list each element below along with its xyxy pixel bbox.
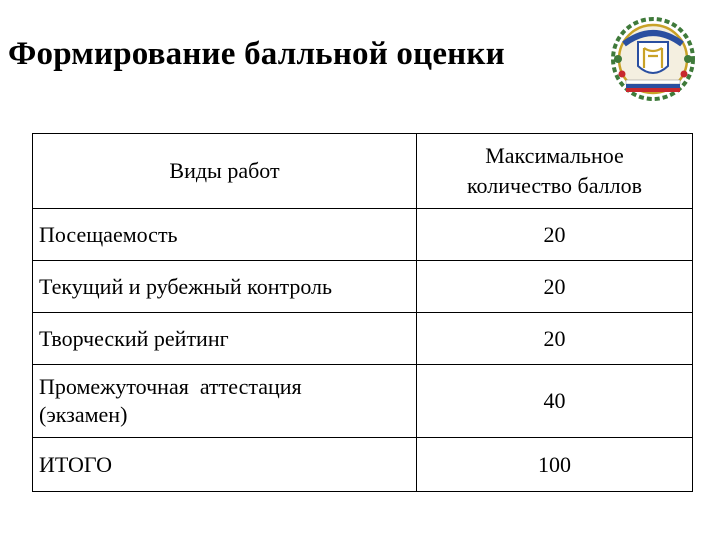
page-title: Формирование балльной оценки (8, 36, 505, 72)
score-cell: 40 (417, 365, 693, 438)
header-work-types: Виды работ (33, 134, 417, 209)
score-table (32, 133, 693, 492)
work-type-line2: (экзамен) (39, 402, 128, 427)
work-type-cell: Посещаемость (33, 209, 417, 261)
table-row (33, 313, 693, 365)
work-type-cell: Творческий рейтинг (33, 313, 417, 365)
table-row (33, 209, 693, 261)
table-header-row (33, 134, 693, 209)
table-row (33, 261, 693, 313)
work-type-cell: Текущий и рубежный контроль (33, 261, 417, 313)
table-row-total (33, 438, 693, 492)
total-score-cell: 100 (417, 438, 693, 492)
score-cell: 20 (417, 209, 693, 261)
work-type-line1: Промежуточная аттестация (39, 374, 302, 399)
header-max-score-line1: Максимальное (485, 143, 624, 168)
header-max-score (417, 134, 693, 209)
header-max-score-line2: количество баллов (466, 173, 643, 198)
total-label-cell: ИТОГО (33, 438, 417, 492)
university-emblem-icon (608, 14, 698, 104)
table-row (33, 365, 693, 438)
score-cell: 20 (417, 313, 693, 365)
score-cell: 20 (417, 261, 693, 313)
work-type-cell (33, 365, 417, 438)
